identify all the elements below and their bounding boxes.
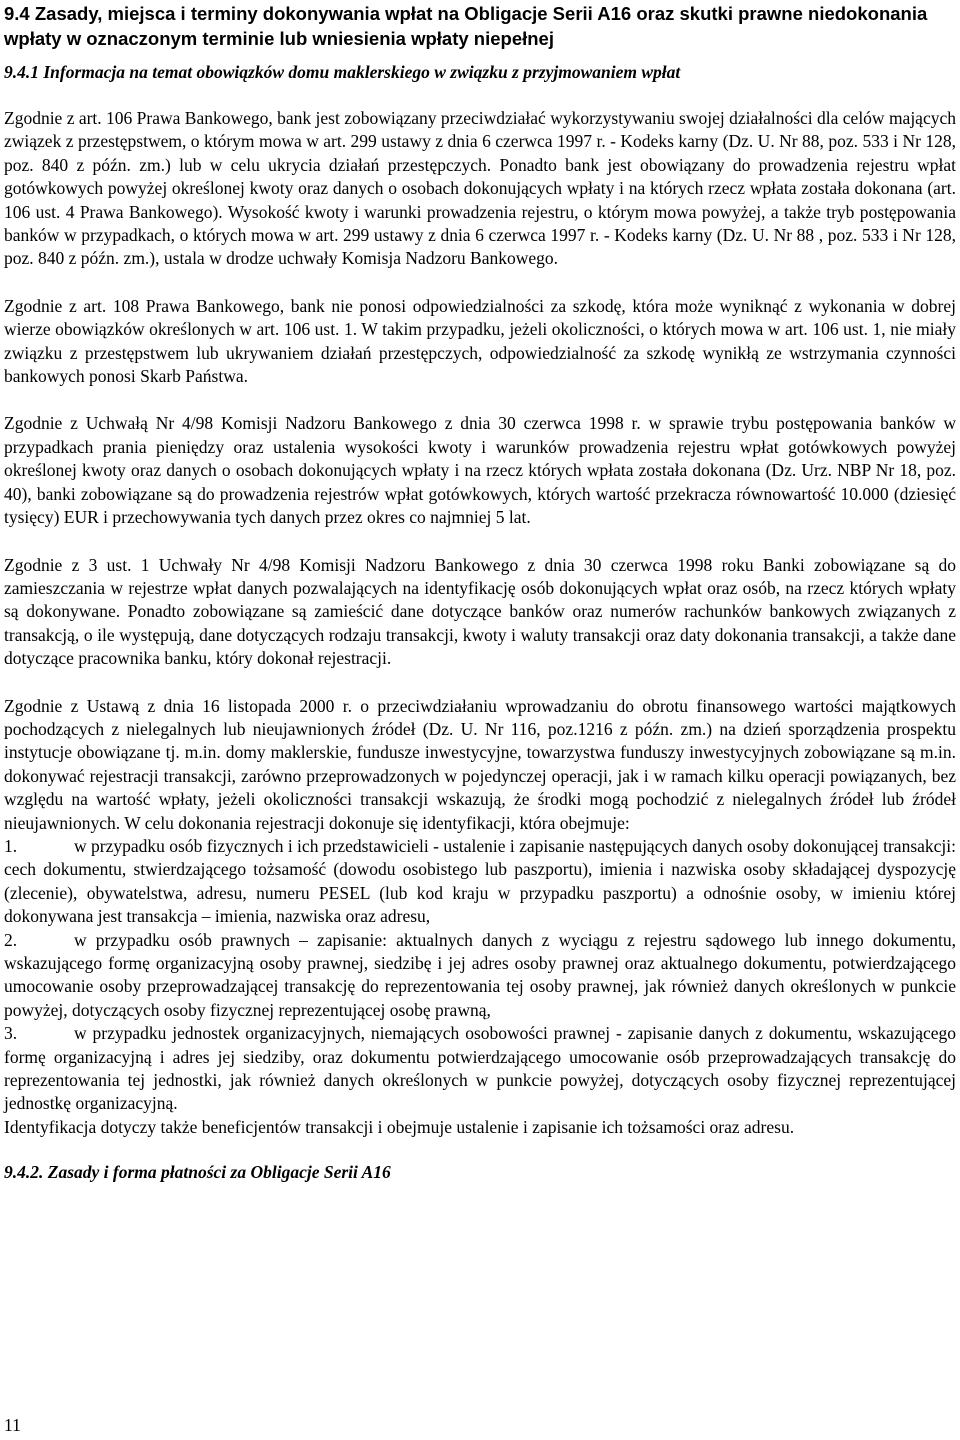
list-item-number: 3. (4, 1023, 18, 1044)
list-item-number: 2. (4, 929, 18, 950)
list-item-text: w przypadku jednostek organizacyjnych, niemających osobowości prawnej - zapisanie danych z dokumentu, wskazującego formę organizacyjną i adres jej siedziby, oraz dokumentu potwierdzającego umocowanie osób przeprowadzających transakcję do reprezentowania tej jednostki, jak również danych określonych w punkcie powyżej, dotyczących osoby fizycznej reprezentującej jednostkę organizacyjną. (4, 1023, 956, 1114)
list-item-text: w przypadku osób fizycznych i ich przedstawicieli - ustalenie i zapisanie następujących danych osoby dokonującej transakcji: cech dokumentu, stwierdzającego tożsamość (dowodu osobistego lub paszportu), imienia i nazwiska osoby składającej dyspozycję (zlecenie), obywatelstwa, adresu, numeru PESEL (lub kod kraju w przypadku paszportu) a odnośnie osoby, w imieniu której dokonywana jest transakcja – imienia, nazwiska oraz adresu, (4, 835, 956, 927)
section-heading: 9.4 Zasady, miejsca i terminy dokonywania wpłat na Obligacje Serii A16 oraz skutki prawne niedokonania wpłaty w oznaczonym terminie lub wniesienia wpłaty niepełnej (4, 3, 928, 49)
paragraph-art-108: Zgodnie z art. 108 Prawa Bankowego, bank nie ponosi odpowiedzialności za szkodę, która może wyniknąć z wykonania w dobrej wierze obowiązków określonych w art. 106 ust. 1. W takim przypadku, jeżeli okoliczności, o których mowa w art. 106 ust. 1, nie miały związku z przestępstwem lub ukrywaniem działań przestępczych, odpowiedzialność za szkodę wynikłą ze wstrzymania czynności bankowych ponosi Skarb Państwa. (4, 295, 956, 387)
list-item-number: 1. (4, 835, 18, 856)
identification-list (4, 835, 956, 1116)
page-number: 11 (4, 1415, 21, 1435)
next-subsection-heading: 9.4.2. Zasady i forma płatności za Obligacje Serii A16 (4, 1162, 391, 1183)
paragraph-ustawa-2000: Zgodnie z Ustawą z dnia 16 listopada 2000 r. o przeciwdziałaniu wprowadzaniu do obrotu finansowego wartości majątkowych pochodzących z nielegalnych lub nieujawnionych źródeł (Dz. U. Nr 116, poz.1216 z późn. zm.) na dzień sporządzenia prospektu instytucje obowiązane tj. m.in. domy maklerskie, fundusze inwestycyjne, towarzystwa funduszy inwestycyjnych zobowiązane są m.in. dokonywać rejestracji transakcji, zarówno przeprowadzonych w pojedynczej operacji, jak i w ramach kilku operacji powiązanych, bez względu na wartość wpłaty, jeżeli okoliczności transakcji wskazują, że środki mogą pochodzić z nielegalnych źródeł lub źródeł nieujawnionych. W celu dokonania rejestracji dokonuje się identyfikacji, która obejmuje: (4, 695, 956, 833)
paragraph-uchwala-par-3: Zgodnie z 3 ust. 1 Uchwały Nr 4/98 Komisji Nadzoru Bankowego z dnia 30 czerwca 1998 roku Banki zobowiązane są do zamieszczania w rejestrze wpłat danych pozwalających na identyfikację osób dokonujących wpłat oraz osób, na rzecz których wpłaty są dokonywane. Ponadto zobowiązane są zamieścić dane dotyczące banków oraz numerów rachunków bankowych związanych z transakcją, o ile występują, dane dotyczących rodzaju transakcji, kwoty i waluty transakcji oraz daty dokonania transakcji, a także dane dotyczące pracownika banku, który dokonał rejestracji. (4, 554, 956, 669)
subsection-heading: 9.4.1 Informacja na temat obowiązków domu maklerskiego w związku z przyjmowaniem wpłat (4, 62, 681, 82)
list-item (4, 1022, 956, 1116)
document-page (4, 0, 956, 1183)
paragraph-art-106: Zgodnie z art. 106 Prawa Bankowego, bank jest zobowiązany przeciwdziałać wykorzystywaniu swojej działalności dla celów mających związek z przestępstwem, o którym mowa w art. 299 ustawy z dnia 6 czerwca 1997 r. - Kodeks karny (Dz. U. Nr 88, poz. 533 i Nr 128, poz. 840 z późn. zm.) lub w celu ukrycia działań przestępczych. Ponadto bank jest obowiązany do prowadzenia rejestru wpłat gotówkowych powyżej określonej kwoty oraz danych o osobach dokonujących wpłaty i na których rzecz wpłata została dokonana (art. 106 ust. 4 Prawa Bankowego). Wysokość kwoty i warunki prowadzenia rejestru, o którym mowa powyżej, a także tryb postępowania banków w przypadkach, o których mowa w art. 299 ustawy z dnia 6 czerwca 1997 r. - Kodeks karny (Dz. U. Nr 88 , poz. 533 i Nr 128, poz. 840 z późn. zm.), ustala w drodze uchwały Komisja Nadzoru Bankowego. (4, 108, 956, 269)
paragraph-uchwala-4-98: Zgodnie z Uchwałą Nr 4/98 Komisji Nadzoru Bankowego z dnia 30 czerwca 1998 r. w sprawie trybu postępowania banków w przypadkach prania pieniędzy oraz ustalenia wysokości kwoty i warunków prowadzenia rejestru wpłat gotówkowych powyżej określonej kwoty oraz danych o osobach dokonujących wpłaty i na rzecz których wpłata została dokonana (Dz. Urz. NBP Nr 18, poz. 40), banki zobowiązane są do prowadzenia rejestrów wpłat gotówkowych, których wartość przekracza równowartość 10.000 (dziesięć tysięcy) EUR i przechowywania tych danych przez okres co najmniej 5 lat. (4, 413, 956, 528)
list-item-text: w przypadku osób prawnych – zapisanie: aktualnych danych z wyciągu z rejestru sądowego lub innego dokumentu, wskazującego formę organizacyjną osoby prawnej, siedzibę i jej adres osoby prawnej oraz aktualnego dokumentu, potwierdzającego umocowanie osoby przeprowadzającej transakcję do reprezentowania tej osoby prawnej, jak również danych określonych w punkcie powyżej, dotyczących osoby fizycznej reprezentującej osobę prawną, (4, 929, 956, 1020)
list-item (4, 929, 956, 1023)
list-item (4, 835, 956, 929)
closing-paragraph: Identyfikacja dotyczy także beneficjentów transakcji i obejmuje ustalenie i zapisanie ich tożsamości oraz adresu. (4, 1116, 795, 1137)
